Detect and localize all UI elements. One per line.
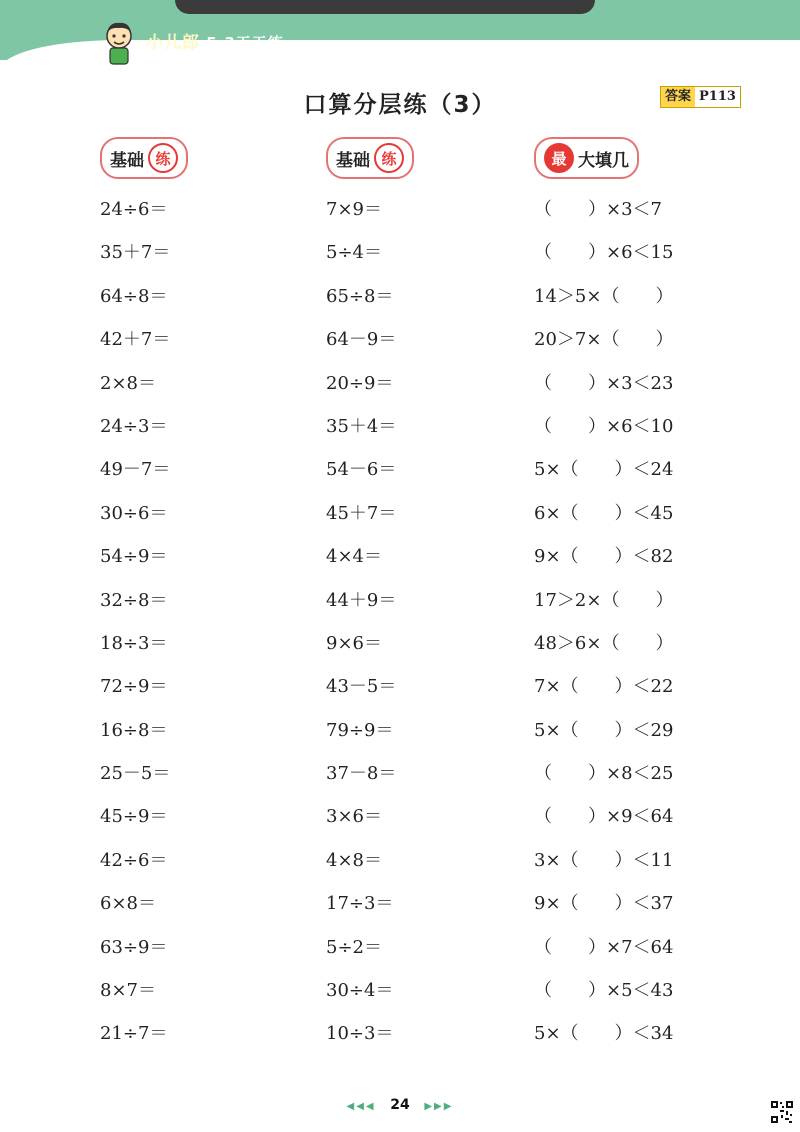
exercise-item: 20÷9＝ [326, 372, 394, 394]
qr-code-icon [770, 1100, 794, 1124]
exercise-item: （ ）×9＜64 [534, 806, 674, 828]
column-basic-2 [326, 198, 396, 1066]
exercise-item: 64－9＝ [326, 329, 397, 351]
exercise-item: （ ）×8＜25 [534, 763, 674, 785]
exercise-item: 45÷9＝ [100, 806, 168, 828]
exercise-item: 37－8＝ [326, 763, 397, 785]
heading-pill [534, 137, 639, 179]
exercise-item: 32÷8＝ [100, 589, 168, 611]
exercise-item: 10÷3＝ [326, 1023, 394, 1045]
brand-sub: 5·3天天练 [206, 34, 284, 52]
exercise-item: 5×（ ）＜34 [534, 1023, 674, 1045]
exercise-item: 5÷2＝ [326, 936, 382, 958]
heading-pill [326, 137, 414, 179]
exercise-item: 42÷6＝ [100, 849, 168, 871]
exercise-item: 9×（ ）＜37 [534, 893, 674, 915]
exercise-item: 3×（ ）＜11 [534, 849, 674, 871]
exercise-item: 7×（ ）＜22 [534, 676, 674, 698]
exercise-item: 17÷3＝ [326, 893, 394, 915]
max-badge-icon: 最 [544, 143, 574, 173]
practice-badge-icon: 练 [374, 143, 404, 173]
exercise-item: 42＋7＝ [100, 329, 171, 351]
exercise-item: 48＞6×（ ） [534, 632, 674, 654]
exercise-item: 16÷8＝ [100, 719, 168, 741]
heading-text: 大填几 [578, 150, 629, 171]
column-heading-max-fill [534, 140, 639, 176]
heading-text: 基础 [336, 150, 370, 171]
left-arrows-icon: ◀◀◀ [346, 1101, 376, 1112]
exercise-item: 30÷6＝ [100, 502, 168, 524]
exercise-item: 45＋7＝ [326, 502, 397, 524]
exercise-item: （ ）×3＜7 [534, 199, 662, 220]
exercise-item: 2×8＝ [100, 372, 156, 394]
brand-logo [146, 28, 284, 53]
exercise-item: 3×6＝ [326, 806, 382, 828]
exercise-item: 8×7＝ [100, 980, 156, 1002]
page-footer [0, 1097, 800, 1113]
exercise-item: 6×8＝ [100, 893, 156, 915]
exercise-item: （ ）×3＜23 [534, 372, 674, 394]
exercise-item: 54－6＝ [326, 459, 397, 481]
exercise-item: 79÷9＝ [326, 719, 394, 741]
exercise-item: 72÷9＝ [100, 676, 168, 698]
exercise-item: 43－5＝ [326, 676, 397, 698]
exercise-item: 44＋9＝ [326, 589, 397, 611]
exercise-item: 24÷6＝ [100, 199, 168, 220]
exercise-item: 17＞2×（ ） [534, 589, 674, 611]
exercise-item: 4×8＝ [326, 849, 382, 871]
exercise-item: 4×4＝ [326, 546, 382, 568]
page-title: 口算分层练（3） [303, 92, 497, 118]
heading-pill [100, 137, 188, 179]
column-heading-basic-1 [100, 140, 188, 176]
mascot-icon [100, 20, 138, 66]
brand-main: 小儿郎 [146, 33, 200, 53]
exercise-item: 64÷8＝ [100, 285, 168, 307]
exercise-item: 30÷4＝ [326, 980, 394, 1002]
exercise-item: 35＋7＝ [100, 242, 171, 264]
exercise-item: 65÷8＝ [326, 285, 394, 307]
exercise-item: 9×6＝ [326, 632, 382, 654]
exercise-item: 21÷7＝ [100, 1023, 168, 1045]
exercise-item: 49－7＝ [100, 459, 171, 481]
exercise-item: 35＋4＝ [326, 415, 397, 437]
answer-label: 答案 [661, 87, 695, 107]
exercise-item: 5×（ ）＜24 [534, 459, 674, 481]
exercise-item: 7×9＝ [326, 199, 382, 220]
answer-page: P113 [695, 87, 740, 107]
column-basic-1 [100, 198, 170, 1066]
column-max-fill [534, 198, 673, 1066]
answer-tag [660, 86, 741, 108]
exercise-item: 20＞7×（ ） [534, 329, 674, 351]
exercise-item: （ ）×5＜43 [534, 980, 674, 1002]
practice-badge-icon: 练 [148, 143, 178, 173]
exercise-item: 14＞5×（ ） [534, 285, 674, 307]
column-heading-basic-2 [326, 140, 414, 176]
exercise-item: （ ）×6＜15 [534, 242, 674, 264]
exercise-item: 5÷4＝ [326, 242, 382, 264]
top-edge-shadow [175, 0, 595, 14]
page-number: 24 [390, 1097, 410, 1113]
exercise-item: 6×（ ）＜45 [534, 502, 674, 524]
exercise-item: 25－5＝ [100, 763, 171, 785]
exercise-item: 5×（ ）＜29 [534, 719, 674, 741]
exercise-item: 9×（ ）＜82 [534, 546, 674, 568]
exercise-item: （ ）×7＜64 [534, 936, 674, 958]
exercise-item: 63÷9＝ [100, 936, 168, 958]
exercise-item: 24÷3＝ [100, 415, 168, 437]
heading-text: 基础 [110, 150, 144, 171]
exercise-item: 18÷3＝ [100, 632, 168, 654]
right-arrows-icon: ▶▶▶ [424, 1101, 454, 1112]
exercise-item: 54÷9＝ [100, 546, 168, 568]
exercise-item: （ ）×6＜10 [534, 415, 674, 437]
